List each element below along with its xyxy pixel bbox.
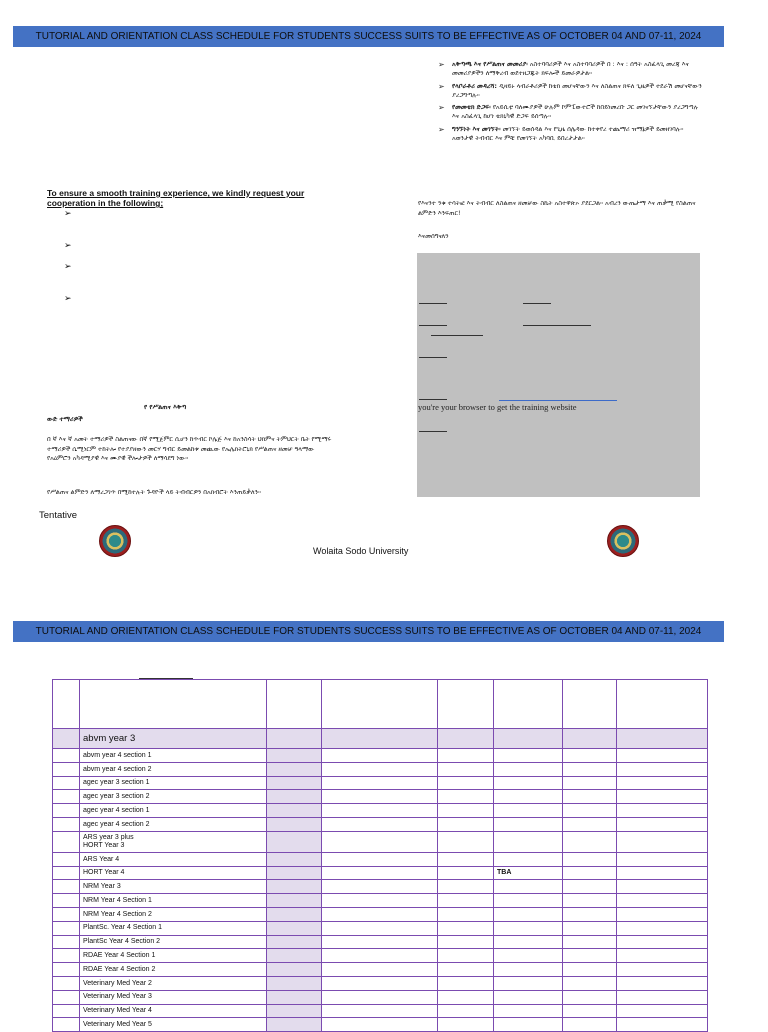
table-cell — [617, 921, 708, 935]
bullet-item: ➢ የላቦራቶሪ መዳረሻ: ዲዛይኑ ላብራቶሪዎች ከቴክ መሆናቸውን እና ለስልጠና ክፍለ ጊዜዎች ተደራሽ መሆናቸውን ያረጋግጣሉ። — [438, 81, 702, 99]
table-row — [53, 776, 708, 790]
table-cell — [494, 921, 563, 935]
table-cell — [438, 680, 494, 729]
table-row — [53, 1018, 708, 1032]
table-cell — [494, 949, 563, 963]
table-cell — [267, 680, 322, 729]
table-cell — [617, 907, 708, 921]
table-cell — [617, 1004, 708, 1018]
table-cell — [322, 1004, 438, 1018]
table-cell — [322, 880, 438, 894]
table-cell — [267, 817, 322, 831]
table-cell — [438, 963, 494, 977]
table-cell — [53, 804, 80, 818]
table-cell — [322, 866, 438, 880]
table-cell — [494, 729, 563, 749]
table-cell — [438, 790, 494, 804]
table-cell — [438, 831, 494, 852]
table-cell — [322, 729, 438, 749]
table-cell — [563, 976, 617, 990]
table-cell — [267, 749, 322, 763]
left-paragraph-2: የሥልጠና ልምድን ለማረጋገጥ በሚከተሉት ጉዳዮች ላይ ትብብርዎን በአክብሮት እንጠይቃለን። — [47, 488, 261, 496]
link-underline — [499, 400, 617, 401]
table-cell — [494, 790, 563, 804]
table-cell — [53, 680, 80, 729]
request-heading: To ensure a smooth training experience, we kindly request your cooperation in the following; — [47, 188, 305, 209]
table-cell — [267, 963, 322, 977]
table-cell — [617, 880, 708, 894]
arrow-bullet-icon: ➢ — [438, 81, 445, 91]
table-cell — [80, 680, 267, 729]
table-cell — [438, 852, 494, 866]
program-cell: agec year 3 section 1 — [80, 776, 267, 790]
schedule-table — [52, 679, 708, 1032]
table-cell — [563, 762, 617, 776]
table-cell — [438, 1018, 494, 1032]
table-cell — [563, 963, 617, 977]
table-cell — [322, 831, 438, 852]
table-cell — [438, 880, 494, 894]
table-cell — [438, 935, 494, 949]
blank-line — [523, 325, 591, 326]
table-cell — [53, 894, 80, 908]
blank-line — [431, 335, 483, 336]
table-cell — [494, 852, 563, 866]
table-row — [53, 976, 708, 990]
table-cell — [617, 680, 708, 729]
program-cell: RDAE Year 4 Section 1 — [80, 949, 267, 963]
blank-line — [419, 325, 447, 326]
table-cell — [322, 749, 438, 763]
table-cell — [617, 762, 708, 776]
table-row — [53, 963, 708, 977]
table-cell — [53, 990, 80, 1004]
gray-placeholder-box — [417, 253, 700, 497]
left-title: የ የሥልጠና እቅጣ — [144, 403, 187, 411]
table-row — [53, 894, 708, 908]
table-cell — [563, 1018, 617, 1032]
table-cell — [617, 935, 708, 949]
table-row — [53, 790, 708, 804]
chevron-bullet-icon: ➢ — [64, 262, 72, 272]
program-cell: PlantSc. Year 4 Section 1 — [80, 921, 267, 935]
table-cell — [563, 907, 617, 921]
university-logo-icon — [99, 525, 131, 557]
blank-line — [523, 303, 551, 304]
table-cell — [438, 729, 494, 749]
table-cell — [617, 729, 708, 749]
table-cell — [267, 804, 322, 818]
table-row — [53, 935, 708, 949]
arrow-bullet-icon: ➢ — [438, 103, 445, 113]
table-cell — [322, 949, 438, 963]
bullet-list — [438, 60, 703, 146]
table-cell — [617, 1018, 708, 1032]
program-cell: NRM Year 3 — [80, 880, 267, 894]
table-cell — [53, 852, 80, 866]
program-cell: Veterinary Med Year 2 — [80, 976, 267, 990]
left-paragraph: በ ኛ እና ኛ አመት ተማሪዎች ስልጠናው በኛ የሚጀምር ሲሆን ከጥብር ኮሌጅ እና ከአንስሳት ህክምና ትምህርት ቤት የሚማሩ ተማሪዎች ሴሚነርም ተከትሎ የተያያዘውን መርሃ ግብር ይመልከቱ መጪው የኤሌክትሮኒክ የሥልጠና ዘመቻ ዓላማው የአዕምሮን አካዳሚያዊ እና ሙያዊ ችሎታዎች ለማሳደግ ነው። — [47, 435, 332, 463]
program-cell: Veterinary Med Year 3 — [80, 990, 267, 1004]
table-cell — [563, 729, 617, 749]
program-cell: HORT Year 4 — [80, 866, 267, 880]
table-cell — [322, 963, 438, 977]
table-cell — [53, 762, 80, 776]
group-label: abvm year 3 — [80, 729, 267, 749]
table-cell — [617, 852, 708, 866]
table-cell — [438, 817, 494, 831]
table-row — [53, 749, 708, 763]
table-cell — [494, 907, 563, 921]
table-cell — [267, 1018, 322, 1032]
table-cell — [322, 990, 438, 1004]
table-cell — [438, 894, 494, 908]
table-cell — [267, 949, 322, 963]
table-cell — [494, 831, 563, 852]
table-cell — [563, 880, 617, 894]
table-row — [53, 762, 708, 776]
program-cell: NRM Year 4 Section 2 — [80, 907, 267, 921]
table-cell — [494, 880, 563, 894]
table-row — [53, 804, 708, 818]
table-cell — [563, 949, 617, 963]
table-cell — [322, 894, 438, 908]
table-cell — [617, 894, 708, 908]
blank-line — [419, 357, 447, 358]
arrow-bullet-icon: ➢ — [438, 124, 445, 134]
table-cell — [322, 935, 438, 949]
table-cell — [563, 852, 617, 866]
table-cell — [494, 894, 563, 908]
program-cell: agec year 4 section 2 — [80, 817, 267, 831]
table-row — [53, 852, 708, 866]
tentative-label: Tentative — [39, 510, 78, 521]
schedule-banner-top — [13, 26, 724, 47]
table-cell — [322, 1018, 438, 1032]
table-cell — [563, 990, 617, 1004]
table-group-row — [53, 729, 708, 749]
table-cell — [53, 921, 80, 935]
table-cell — [438, 1004, 494, 1018]
program-cell: Veterinary Med Year 4 — [80, 1004, 267, 1018]
table-cell — [563, 935, 617, 949]
program-cell: agec year 4 section 1 — [80, 804, 267, 818]
table-cell — [563, 894, 617, 908]
table-cell — [617, 949, 708, 963]
program-cell: ARS year 3 plus HORT Year 3 — [80, 831, 267, 852]
table-cell — [494, 976, 563, 990]
table-cell — [267, 776, 322, 790]
university-name: Wolaita Sodo University — [313, 546, 409, 556]
table-cell — [438, 990, 494, 1004]
table-cell — [494, 776, 563, 790]
blank-line — [419, 431, 447, 432]
table-cell — [267, 852, 322, 866]
table-cell — [322, 680, 438, 729]
table-cell — [494, 680, 563, 729]
browser-note: you're your browser to get the training website — [418, 402, 577, 412]
program-cell: PlantSc Year 4 Section 2 — [80, 935, 267, 949]
table-cell — [438, 921, 494, 935]
table-cell — [53, 935, 80, 949]
chevron-bullet-icon: ➢ — [64, 209, 72, 219]
program-cell: NRM Year 4 Section 1 — [80, 894, 267, 908]
table-row — [53, 1004, 708, 1018]
program-cell: agec year 3 section 2 — [80, 790, 267, 804]
table-cell — [617, 776, 708, 790]
university-logo-icon — [607, 525, 639, 557]
table-cell — [494, 963, 563, 977]
program-cell: abvm year 4 section 1 — [80, 749, 267, 763]
table-cell — [494, 804, 563, 818]
table-cell — [267, 976, 322, 990]
table-cell — [53, 831, 80, 852]
table-row — [53, 831, 708, 852]
table-cell — [438, 776, 494, 790]
table-cell — [494, 817, 563, 831]
table-cell — [617, 976, 708, 990]
table-cell — [563, 776, 617, 790]
table-cell — [267, 762, 322, 776]
table-row — [53, 949, 708, 963]
table-cell — [563, 749, 617, 763]
thanks-text: እናመሰግናለን — [418, 232, 449, 240]
table-cell — [267, 729, 322, 749]
table-cell — [322, 790, 438, 804]
table-cell — [53, 729, 80, 749]
table-cell — [494, 749, 563, 763]
table-cell — [617, 790, 708, 804]
table-cell — [438, 907, 494, 921]
table-cell — [267, 935, 322, 949]
table-cell — [617, 963, 708, 977]
table-cell — [494, 762, 563, 776]
tba-cell: TBA — [494, 866, 563, 880]
table-cell — [53, 976, 80, 990]
table-row — [53, 880, 708, 894]
table-cell — [53, 963, 80, 977]
table-cell — [267, 894, 322, 908]
table-cell — [438, 762, 494, 776]
table-cell — [617, 804, 708, 818]
table-cell — [438, 866, 494, 880]
table-row — [53, 990, 708, 1004]
table-cell — [322, 762, 438, 776]
table-row — [53, 817, 708, 831]
table-cell — [617, 749, 708, 763]
table-cell — [267, 921, 322, 935]
table-cell — [617, 817, 708, 831]
table-cell — [53, 790, 80, 804]
table-cell — [53, 866, 80, 880]
banner-title: TUTORIAL AND ORIENTATION CLASS SCHEDULE FOR STUDENTS SUCCESS SUITS TO BE EFFECTIVE AS OF OCTOBER 04 AND 07-11, 2024 — [35, 31, 702, 42]
table-cell — [563, 831, 617, 852]
table-cell — [563, 866, 617, 880]
table-cell — [267, 907, 322, 921]
table-cell — [494, 935, 563, 949]
chevron-bullet-icon: ➢ — [64, 241, 72, 251]
chevron-bullet-icon: ➢ — [64, 294, 72, 304]
table-cell — [53, 1018, 80, 1032]
table-cell — [438, 804, 494, 818]
table-cell — [617, 866, 708, 880]
banner-title: TUTORIAL AND ORIENTATION CLASS SCHEDULE FOR STUDENTS SUCCESS SUITS TO BE EFFECTIVE AS OF OCTOBER 04 AND 07-11, 2024 — [35, 626, 702, 637]
schedule-banner-bottom — [13, 621, 724, 642]
table-cell — [267, 866, 322, 880]
table-cell — [267, 790, 322, 804]
table-cell — [322, 776, 438, 790]
table-cell — [563, 921, 617, 935]
blank-line — [419, 303, 447, 304]
table-cell — [322, 907, 438, 921]
table-cell — [322, 804, 438, 818]
table-cell — [53, 949, 80, 963]
table-cell — [494, 990, 563, 1004]
table-cell — [267, 831, 322, 852]
bullet-item: ➢ የመመቴክ ድጋፍ፡ የአይሲቲ ባለሙያዎች ሁሉም ኮምፒውተሮች ከበይነመረቡ ጋር መገናኘታቸውን ያረጋግጣሉ እና አስፈላጊ ከሆነ ቴክኒካዊ ድጋፍ ይሰጣሉ። — [438, 103, 699, 121]
table-row — [53, 921, 708, 935]
table-cell — [53, 880, 80, 894]
left-greeting: ውድ ተማሪዎች — [47, 415, 83, 423]
table-cell — [563, 1004, 617, 1018]
table-cell — [494, 1004, 563, 1018]
table-cell — [617, 831, 708, 852]
table-cell — [53, 749, 80, 763]
table-cell — [267, 1004, 322, 1018]
table-cell — [53, 1004, 80, 1018]
table-row — [53, 907, 708, 921]
table-cell — [438, 976, 494, 990]
arrow-bullet-icon: ➢ — [438, 60, 445, 69]
program-cell: abvm year 4 section 2 — [80, 762, 267, 776]
table-cell — [53, 817, 80, 831]
table-cell — [563, 804, 617, 818]
table-row — [53, 866, 708, 880]
table-cell — [267, 990, 322, 1004]
table-cell — [322, 921, 438, 935]
table-cell — [53, 907, 80, 921]
table-cell — [563, 790, 617, 804]
table-header-row — [53, 680, 708, 729]
program-cell: RDAE Year 4 Section 2 — [80, 963, 267, 977]
table-cell — [322, 817, 438, 831]
table-cell — [267, 880, 322, 894]
table-cell — [322, 976, 438, 990]
table-cell — [563, 817, 617, 831]
table-cell — [322, 852, 438, 866]
table-cell — [438, 949, 494, 963]
table-cell — [438, 749, 494, 763]
table-cell — [617, 990, 708, 1004]
table-cell — [53, 776, 80, 790]
blank-line — [419, 399, 447, 400]
bullet-item: ➢ ግንኙነት እና መገኘት፡ መገኘት ይወሰዳል እና የጊዜ ሰሌዳው ከተቀየረ ተጨማሪ ዝማኔዎች ይመዘገባሉ። አወንታዊ ትብብር እና ምቹ የመገኘት አካባቢ ይበረታታል። — [438, 124, 684, 142]
program-cell: Veterinary Med Year 5 — [80, 1018, 267, 1032]
table-cell — [494, 1018, 563, 1032]
program-cell: ARS Year 4 — [80, 852, 267, 866]
bullet-item: ➢ አቅጣጫ እና የሥልጠና መመሪያ፡ አስተባባሪዎች እና አስተባባሪዎች በ : እና : ሰዓት አስፈላጊ መረጃ እና መመሪያዎችን ለማቅረብ ወደተዘጋጁት ክፍሎች ይመራዎታል። — [438, 60, 689, 78]
table-cell — [563, 680, 617, 729]
right-paragraph: የእናንተ ንቁ ተሳትፎ እና ትብብር ለስልጠና ዘመቻው ስኬት አስተዋጽኦ ያደርጋል። አብረን ውጤታማ እና ጠቃሚ የስልጠና ልምድን እንፍጠር! — [418, 199, 696, 217]
